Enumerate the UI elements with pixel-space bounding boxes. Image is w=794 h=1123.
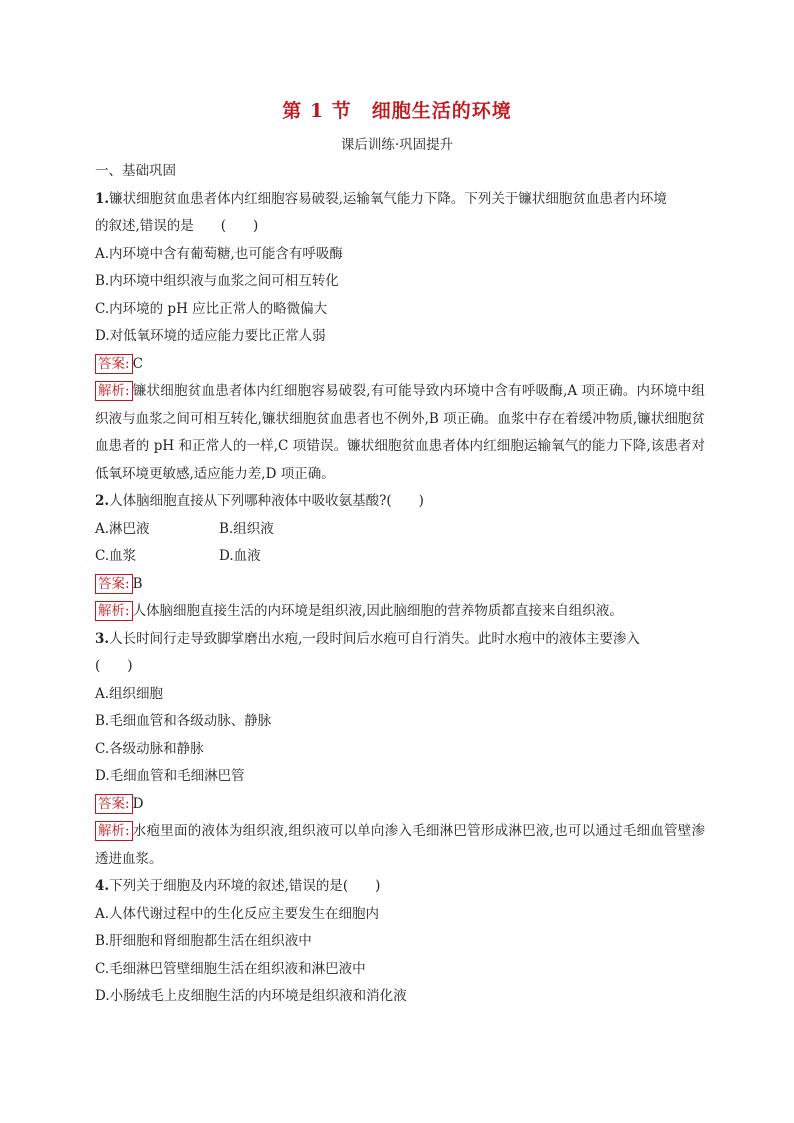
question-stem: 下列关于细胞及内环境的叙述,错误的是( ) — [109, 878, 381, 894]
option-d: D.毛细血管和毛细淋巴管 — [95, 768, 245, 784]
question-stem-continued: ( ) — [95, 658, 133, 674]
option-a: A.组织细胞 — [95, 685, 164, 702]
option-a: A.人体代谢过程中的生化反应主要发生在细胞内 — [95, 905, 380, 922]
option-b: B.内环境中组织液与血浆之间可相互转化 — [95, 273, 339, 289]
question-stem: 镰状细胞贫血患者体内红细胞容易破裂,运输氧气能力下降。下列关于镰状细胞贫血患者内环境 — [109, 190, 667, 207]
analysis-text: 人体脑细胞直接生活的内环境是组织液,因此脑细胞的营养物质都直接来自组织液。 — [132, 603, 623, 619]
option-d: D.对低氧环境的适应能力要比正常人弱 — [95, 328, 326, 344]
analysis-text: 水疱里面的液体为组织液,组织液可以单向渗入毛细淋巴管形成淋巴液,也可以通过毛细血管壁渗透进血浆。 — [95, 823, 705, 867]
question-stem-continued: 的叙述,错误的是 ( ) — [95, 218, 259, 234]
option-a: A.淋巴液 — [95, 520, 150, 537]
question-number: 3. — [95, 630, 110, 647]
analysis-label: 解析: — [95, 601, 133, 621]
option-row — [95, 543, 705, 571]
question-number: 4. — [95, 878, 110, 894]
answer-value: D — [132, 795, 144, 812]
option-d: D.血液 — [219, 548, 261, 564]
option-b: B.组织液 — [219, 520, 274, 537]
analysis-row — [95, 378, 705, 488]
answer-row — [95, 351, 705, 379]
option-row — [95, 516, 705, 544]
analysis-label: 解析: — [95, 821, 133, 841]
question-4 — [95, 873, 705, 1011]
answer-label: 答案: — [95, 574, 133, 594]
question-2 — [95, 488, 705, 626]
question-3 — [95, 626, 705, 874]
question-number: 1. — [95, 190, 110, 207]
analysis-row — [95, 598, 705, 626]
page-subtitle: 课后训练·巩固提升 — [340, 137, 454, 153]
page-title: 第 1 节 细胞生活的环境 — [282, 100, 512, 122]
answer-label: 答案: — [95, 354, 133, 374]
option-c: C.血浆 — [95, 548, 137, 564]
question-stem: 人长时间行走导致脚掌磨出水疱,一段时间后水疱可自行消失。此时水疱中的液体主要渗入 — [109, 630, 640, 647]
question-number: 2. — [95, 493, 110, 509]
option-d: D.小肠绒毛上皮细胞生活的内环境是组织液和消化液 — [95, 988, 407, 1004]
analysis-row — [95, 818, 705, 873]
option-c: C.毛细淋巴管壁细胞生活在组织液和淋巴液中 — [95, 960, 366, 977]
answer-value: B — [132, 575, 143, 592]
question-stem: 人体脑细胞直接从下列哪种液体中吸收氨基酸?( ) — [109, 493, 424, 509]
section-heading: 一、基础巩固 — [95, 163, 176, 179]
exercise-content — [95, 158, 705, 1011]
option-c: C.内环境的 pH 应比正常人的略微偏大 — [95, 300, 328, 317]
option-a: A.内环境中含有葡萄糖,也可能含有呼吸酶 — [95, 245, 343, 262]
question-1 — [95, 186, 705, 489]
answer-label: 答案: — [95, 794, 133, 814]
analysis-label: 解析: — [95, 381, 133, 401]
answer-value: C — [132, 355, 143, 372]
option-b: B.毛细血管和各级动脉、静脉 — [95, 713, 272, 729]
answer-row — [95, 791, 705, 819]
option-c: C.各级动脉和静脉 — [95, 740, 204, 757]
option-b: B.肝细胞和肾细胞都生活在组织液中 — [95, 933, 312, 949]
answer-row — [95, 571, 705, 599]
analysis-text: 镰状细胞贫血患者体内红细胞容易破裂,有可能导致内环境中含有呼吸酶,A 项正确。内环境中组织液与血浆之间可相互转化,镰状细胞贫血患者也不例外,B 项正确。血浆中存在着缓冲物质,镰状细胞贫血患者的 pH 和正常人的一样,C 项错误。镰状细胞贫血患者体内红细胞运输氧气的能力下降,该患者对低氧环境更敏感,适应能力差,D 项正确。 — [95, 383, 705, 482]
